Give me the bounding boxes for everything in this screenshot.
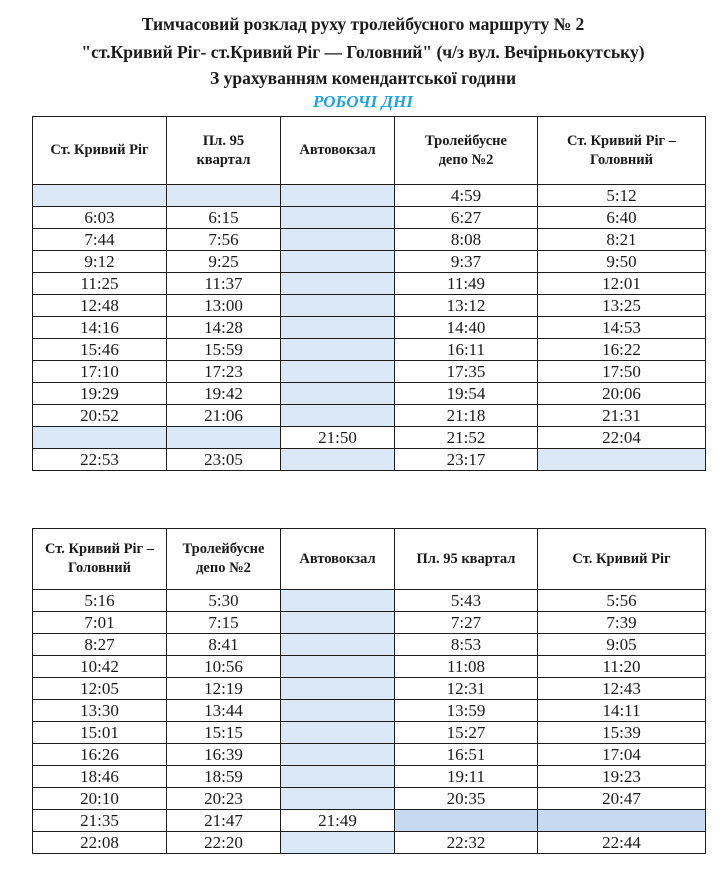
table-row (33, 295, 706, 317)
time-cell: 11:08 (395, 656, 538, 678)
time-cell: 9:25 (167, 251, 281, 273)
time-cell: 5:30 (167, 590, 281, 612)
time-cell: 17:23 (167, 361, 281, 383)
time-cell: 16:39 (167, 744, 281, 766)
time-cell: 22:44 (538, 832, 706, 854)
time-cell: 11:25 (33, 273, 167, 295)
time-cell: 9:12 (33, 251, 167, 273)
column-header-text: Пл. 95 квартал (196, 132, 251, 168)
table-row (33, 678, 706, 700)
time-cell: 7:27 (395, 612, 538, 634)
time-cell: 13:12 (395, 295, 538, 317)
time-cell: 12:43 (538, 678, 706, 700)
time-cell: 11:37 (167, 273, 281, 295)
time-cell: 20:35 (395, 788, 538, 810)
time-cell: 7:44 (33, 229, 167, 251)
time-cell: 7:39 (538, 612, 706, 634)
empty-cell (281, 339, 395, 361)
table-row (33, 656, 706, 678)
time-cell: 21:47 (167, 810, 281, 832)
table-row (33, 361, 706, 383)
time-cell: 16:51 (395, 744, 538, 766)
table-row (33, 251, 706, 273)
table-row (33, 339, 706, 361)
empty-cell (281, 317, 395, 339)
empty-cell (281, 788, 395, 810)
schedule-table-return (32, 528, 706, 854)
time-cell: 22:04 (538, 427, 706, 449)
table-row (33, 207, 706, 229)
time-cell: 19:42 (167, 383, 281, 405)
time-cell: 20:23 (167, 788, 281, 810)
time-cell: 14:11 (538, 700, 706, 722)
time-cell: 16:22 (538, 339, 706, 361)
empty-cell (281, 766, 395, 788)
time-cell: 6:03 (33, 207, 167, 229)
table-row (33, 427, 706, 449)
time-cell: 9:50 (538, 251, 706, 273)
time-cell: 15:01 (33, 722, 167, 744)
table-header-row (33, 117, 706, 185)
time-cell: 15:59 (167, 339, 281, 361)
time-cell: 7:56 (167, 229, 281, 251)
time-cell: 21:52 (395, 427, 538, 449)
time-cell: 12:31 (395, 678, 538, 700)
time-cell: 17:04 (538, 744, 706, 766)
time-cell: 15:27 (395, 722, 538, 744)
empty-cell (281, 383, 395, 405)
table-row (33, 810, 706, 832)
empty-cell (281, 656, 395, 678)
column-header-text: Ст. Кривий Ріг – Головний (44, 541, 154, 576)
time-cell: 20:06 (538, 383, 706, 405)
time-cell: 5:43 (395, 590, 538, 612)
column-header: Автовокзал (281, 117, 395, 185)
empty-cell (167, 185, 281, 207)
empty-cell (281, 207, 395, 229)
time-cell: 12:01 (538, 273, 706, 295)
empty-cell (281, 229, 395, 251)
time-cell: 14:28 (167, 317, 281, 339)
table-row (33, 229, 706, 251)
column-header (167, 117, 281, 185)
time-cell: 13:30 (33, 700, 167, 722)
table-row (33, 185, 706, 207)
empty-cell (538, 810, 706, 832)
table-row (33, 634, 706, 656)
time-cell: 22:53 (33, 449, 167, 471)
time-cell: 21:18 (395, 405, 538, 427)
time-cell: 4:59 (395, 185, 538, 207)
time-cell: 20:52 (33, 405, 167, 427)
empty-cell (33, 185, 167, 207)
column-header (538, 117, 706, 185)
time-cell: 17:50 (538, 361, 706, 383)
table-row (33, 612, 706, 634)
column-header: Ст. Кривий Ріг (538, 529, 706, 590)
time-cell: 15:46 (33, 339, 167, 361)
time-cell: 15:39 (538, 722, 706, 744)
time-cell: 17:10 (33, 361, 167, 383)
empty-cell (281, 361, 395, 383)
table-row (33, 832, 706, 854)
time-cell: 13:25 (538, 295, 706, 317)
route-description: "ст.Кривий Ріг- ст.Кривий Ріг — Головний" (ч/з вул. Вечірньокутську) (81, 42, 645, 62)
column-header: Ст. Кривий Ріг (33, 117, 167, 185)
empty-cell (395, 810, 538, 832)
time-cell: 8:21 (538, 229, 706, 251)
time-cell: 8:41 (167, 634, 281, 656)
table-row (33, 405, 706, 427)
time-cell: 14:16 (33, 317, 167, 339)
time-cell: 15:15 (167, 722, 281, 744)
time-cell: 9:37 (395, 251, 538, 273)
time-cell: 11:20 (538, 656, 706, 678)
empty-cell (281, 273, 395, 295)
table-row (33, 788, 706, 810)
empty-cell (167, 427, 281, 449)
empty-cell (281, 295, 395, 317)
empty-cell (281, 612, 395, 634)
time-cell: 21:06 (167, 405, 281, 427)
time-cell: 6:15 (167, 207, 281, 229)
time-cell: 21:35 (33, 810, 167, 832)
time-cell: 5:12 (538, 185, 706, 207)
empty-cell (281, 590, 395, 612)
time-cell: 8:53 (395, 634, 538, 656)
empty-cell (281, 744, 395, 766)
time-cell: 13:00 (167, 295, 281, 317)
time-cell: 9:05 (538, 634, 706, 656)
time-cell: 14:53 (538, 317, 706, 339)
column-header-text: Ст. Кривий Ріг – Головний (566, 132, 676, 168)
time-cell: 21:49 (281, 810, 395, 832)
time-cell: 20:10 (33, 788, 167, 810)
column-header-text: Тролейбусне депо №2 (425, 132, 507, 168)
empty-cell (281, 405, 395, 427)
table-row (33, 317, 706, 339)
table-row (33, 722, 706, 744)
column-header (395, 117, 538, 185)
table-row (33, 766, 706, 788)
empty-cell (281, 678, 395, 700)
column-header: Автовокзал (281, 529, 395, 590)
column-header (33, 529, 167, 590)
time-cell: 6:40 (538, 207, 706, 229)
time-cell: 13:59 (395, 700, 538, 722)
time-cell: 22:20 (167, 832, 281, 854)
empty-cell (281, 700, 395, 722)
day-type-label: РОБОЧІ ДНІ (313, 92, 413, 111)
time-cell: 8:27 (33, 634, 167, 656)
time-cell: 20:47 (538, 788, 706, 810)
time-cell: 10:56 (167, 656, 281, 678)
time-cell: 5:16 (33, 590, 167, 612)
time-cell: 13:44 (167, 700, 281, 722)
schedule-table-outbound (32, 116, 706, 471)
time-cell: 7:15 (167, 612, 281, 634)
time-cell: 8:08 (395, 229, 538, 251)
table-row (33, 383, 706, 405)
time-cell: 12:05 (33, 678, 167, 700)
empty-cell (281, 251, 395, 273)
empty-cell (281, 449, 395, 471)
time-cell: 22:32 (395, 832, 538, 854)
time-cell: 18:59 (167, 766, 281, 788)
empty-cell (33, 427, 167, 449)
time-cell: 12:48 (33, 295, 167, 317)
table-row (33, 449, 706, 471)
time-cell: 11:49 (395, 273, 538, 295)
column-header (167, 529, 281, 590)
table-header-row (33, 529, 706, 590)
empty-cell (281, 722, 395, 744)
table-row (33, 273, 706, 295)
time-cell: 10:42 (33, 656, 167, 678)
table-row (33, 700, 706, 722)
time-cell: 17:35 (395, 361, 538, 383)
time-cell: 21:50 (281, 427, 395, 449)
time-cell: 18:46 (33, 766, 167, 788)
schedule-title: Тимчасовий розклад руху тролейбусного маршруту № 2 (141, 14, 585, 34)
time-cell: 14:40 (395, 317, 538, 339)
time-cell: 7:01 (33, 612, 167, 634)
time-cell: 22:08 (33, 832, 167, 854)
time-cell: 5:56 (538, 590, 706, 612)
time-cell: 19:11 (395, 766, 538, 788)
curfew-note: З урахуванням комендантської години (209, 68, 517, 88)
time-cell: 6:27 (395, 207, 538, 229)
time-cell: 12:19 (167, 678, 281, 700)
time-cell: 16:11 (395, 339, 538, 361)
time-cell: 21:31 (538, 405, 706, 427)
time-cell: 23:05 (167, 449, 281, 471)
column-header: Пл. 95 квартал (395, 529, 538, 590)
table-row (33, 590, 706, 612)
time-cell: 16:26 (33, 744, 167, 766)
table-row (33, 744, 706, 766)
time-cell: 23:17 (395, 449, 538, 471)
empty-cell (281, 634, 395, 656)
column-header-text: Тролейбусне депо №2 (182, 541, 265, 576)
time-cell: 19:54 (395, 383, 538, 405)
time-cell: 19:23 (538, 766, 706, 788)
empty-cell (538, 449, 706, 471)
time-cell: 19:29 (33, 383, 167, 405)
empty-cell (281, 832, 395, 854)
empty-cell (281, 185, 395, 207)
